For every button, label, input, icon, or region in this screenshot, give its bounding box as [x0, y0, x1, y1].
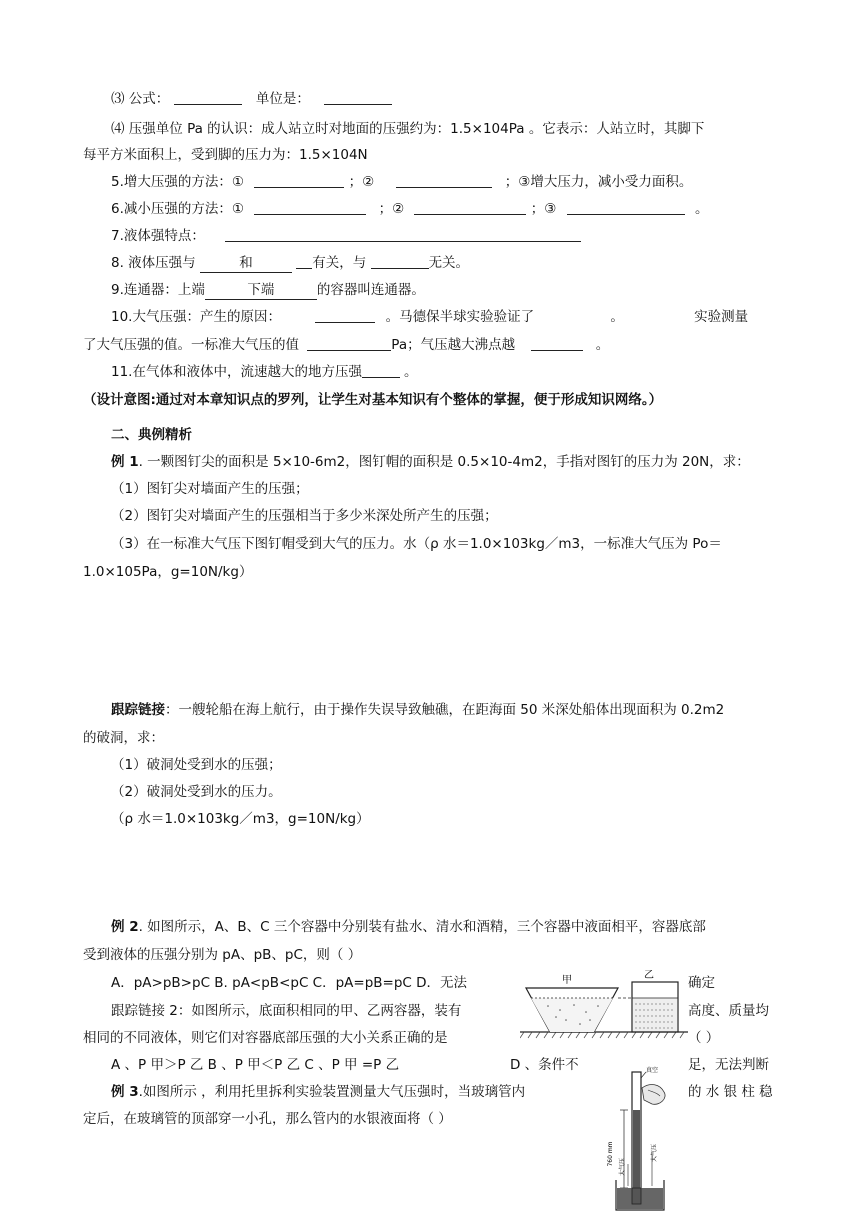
- increase-mid: ；②: [348, 174, 375, 190]
- atmosphere-measure: 实验测量: [694, 309, 749, 325]
- unit-label: 单位是：: [255, 91, 310, 107]
- pa-line-2: 每平方米面积上，受到脚的压力为：1.5×104N: [83, 147, 368, 163]
- increase-label: 5.增大压强的方法：①: [111, 174, 244, 190]
- example-3-line-2: 定后，在玻璃管的顶部穿一小孔，那么管内的水银液面将（ ）: [83, 1111, 452, 1127]
- atmosphere-line-2: [83, 336, 609, 354]
- example-3-line-end: 的 水 银 柱 稳: [688, 1084, 773, 1100]
- atmosphere-cause-blank: [315, 308, 375, 323]
- liquid-pressure-label: 8. 液体压强与: [111, 255, 196, 271]
- example-1-line: [111, 453, 750, 471]
- connector-line: [111, 281, 425, 300]
- formula-line: [111, 90, 392, 108]
- connector-blank-group: [205, 281, 317, 300]
- liquid-pressure-blank-2a: [296, 254, 312, 269]
- example-2-options-end: 确定: [688, 975, 715, 991]
- atm-right-label: 大气压: [651, 1143, 658, 1162]
- connector-end: 的容器叫连通器。: [316, 282, 425, 298]
- example-3-label: 例 3: [111, 1084, 139, 1100]
- section-title: 二、典例精析: [111, 427, 192, 443]
- example-3-line: [111, 1083, 525, 1101]
- liquid-feature-label: 7.液体强特点：: [111, 228, 205, 244]
- decrease-mid-2: ；③: [530, 201, 557, 217]
- track-2-line-2-end: （ ）: [688, 1030, 720, 1046]
- track-1-line-2: 的破洞，求：: [83, 730, 164, 746]
- example-1-label: 例 1: [111, 454, 139, 470]
- decrease-label: 6.减小压强的方法：①: [111, 201, 244, 217]
- liquid-pressure-and: 和: [239, 255, 253, 271]
- track-2-options: A 、P 甲＞P 乙 B 、P 甲＜P 乙 C 、P 甲 =P 乙: [111, 1057, 400, 1073]
- pa-line-1: ⑷ 压强单位 Pa 的认识：成人站立时对地面的压强约为：1.5×104Pa 。它表示：人站立时，其脚下: [111, 121, 705, 137]
- atmosphere-end: 。: [595, 337, 610, 353]
- track-1-label: 跟踪链接: [111, 702, 165, 718]
- track-2-option-d: D 、条件不: [510, 1057, 579, 1073]
- atmosphere-cause-label: 10.大气压强：产生的原因：: [111, 309, 281, 325]
- track-2-line-2: 相同的不同液体，则它们对容器底部压强的大小关系正确的是: [83, 1030, 448, 1046]
- flow-speed-blank: [362, 363, 400, 378]
- decrease-pressure-line: [111, 200, 708, 218]
- liquid-pressure-blank-and: [200, 254, 292, 273]
- tube-in-dish: [632, 1188, 641, 1204]
- unit-blank: [324, 90, 392, 105]
- decrease-blank-2: [414, 200, 526, 215]
- connector-label: 9.连通器：上端: [111, 282, 205, 298]
- increase-blank-1: [254, 173, 344, 188]
- flow-speed-line: [111, 363, 417, 381]
- atmosphere-period: 。: [610, 309, 624, 325]
- atmosphere-line: [111, 308, 748, 326]
- hand-icon: [642, 1085, 665, 1105]
- label-yi: 乙: [644, 970, 654, 981]
- connector-bottom: 下端: [247, 282, 275, 298]
- atmosphere-boiling-blank: [531, 336, 583, 351]
- containers-figure: [520, 970, 688, 1050]
- vacuum-label: 真空: [646, 1067, 659, 1074]
- decrease-blank-3: [567, 200, 685, 215]
- increase-end: ；③增大压力，减小受力面积。: [504, 174, 693, 190]
- design-intent: （设计意图:通过对本章知识点的罗列，让学生对基本知识有个整体的掌握，便于形成知识网络。）: [83, 392, 663, 408]
- example-2-options: A．pA>pB>pC B. pA<pB<pC C．pA=pB=pC D．无法: [111, 975, 468, 991]
- track-2-line-end: 高度、质量均: [688, 1003, 769, 1019]
- track-1-q3: （ρ 水＝1.0×103kg／m3，g=10N/kg）: [111, 811, 370, 827]
- liquid-pressure-blank-3: [371, 254, 429, 269]
- flow-speed-label: 11.在气体和液体中，流速越大的地方压强: [111, 364, 362, 380]
- decrease-blank-1: [254, 200, 366, 215]
- example-3-text: .如图所示 ，利用托里拆利实验装置测量大气压强时，当玻璃管内: [138, 1084, 526, 1100]
- ground-hatch: [520, 1032, 684, 1038]
- liquid-jia: [531, 998, 613, 1032]
- atmosphere-standard-label: 了大气压强的值。一标准大气压的值: [83, 337, 299, 353]
- example-2-text: . 如图所示，A、B、C 三个容器中分别装有盐水、清水和酒精，三个容器中液面相平，容器底部: [138, 919, 706, 935]
- atm-left-label: 大气压: [619, 1157, 626, 1176]
- track-1-line: [111, 701, 724, 719]
- flow-speed-end: 。: [403, 364, 418, 380]
- example-1-q3-cont: 1.0×105Pa，g=10N/kg）: [83, 564, 253, 580]
- liquid-feature-line: [111, 227, 581, 245]
- torricelli-figure: [598, 1062, 688, 1216]
- vacuum-pointer: [641, 1072, 646, 1078]
- liquid-pressure-end: 无关。: [428, 255, 470, 271]
- label-jia: 甲: [562, 975, 572, 986]
- example-1-q3: （3）在一标准大气压下图钉帽受到大气的压力。水（ρ 水＝1.0×103kg／m3，一标准大气压为 Po＝: [111, 536, 722, 552]
- increase-blank-2: [396, 173, 492, 188]
- track-2-line: 跟踪链接 2：如图所示，底面积相同的甲、乙两容器，装有: [111, 1003, 462, 1019]
- formula-label: ⑶ 公式：: [111, 91, 170, 107]
- track-1-text: ：一艘轮船在海上航行，由于操作失误导致触礁，在距海面 50 米深处船体出现面积为 0.2m2: [165, 702, 725, 718]
- track-1-q1: （1）破洞处受到水的压强；: [111, 757, 282, 773]
- track-2-option-d-end: 足，无法判断: [688, 1057, 769, 1073]
- decrease-mid-1: ；②: [378, 201, 405, 217]
- liquid-pressure-rel: 有关，与: [312, 255, 367, 271]
- increase-pressure-line: [111, 173, 692, 191]
- liquid-feature-blank: [225, 227, 581, 242]
- example-1-q1: （1）图钉尖对墙面产生的压强；: [111, 481, 309, 497]
- atmosphere-boiling: Pa；气压越大沸点越: [391, 337, 516, 353]
- decrease-end: 。: [694, 201, 709, 217]
- example-2-line: [111, 918, 706, 936]
- example-2-line-2: 受到液体的压强分别为 pA、pB、pC，则（ ）: [83, 947, 362, 963]
- atmosphere-magdeburg: 。马德保半球实验验证了: [385, 309, 535, 325]
- example-1-text: . 一颗图钉尖的面积是 5×10-6m2，图钉帽的面积是 0.5×10-4m2，手指对图钉的压力为 20N，求：: [138, 454, 750, 470]
- liquid-pressure-line: [111, 254, 469, 273]
- example-2-label: 例 2: [111, 919, 139, 935]
- example-1-q2: （2）图钉尖对墙面产生的压强相当于多少米深处所产生的压强；: [111, 508, 498, 524]
- height-label: 760 mm: [607, 1141, 614, 1167]
- atmosphere-standard-blank: [307, 336, 391, 351]
- liquid-yi: [633, 998, 677, 1031]
- track-1-q2: （2）破洞处受到水的压力。: [111, 784, 282, 800]
- formula-blank: [174, 90, 242, 105]
